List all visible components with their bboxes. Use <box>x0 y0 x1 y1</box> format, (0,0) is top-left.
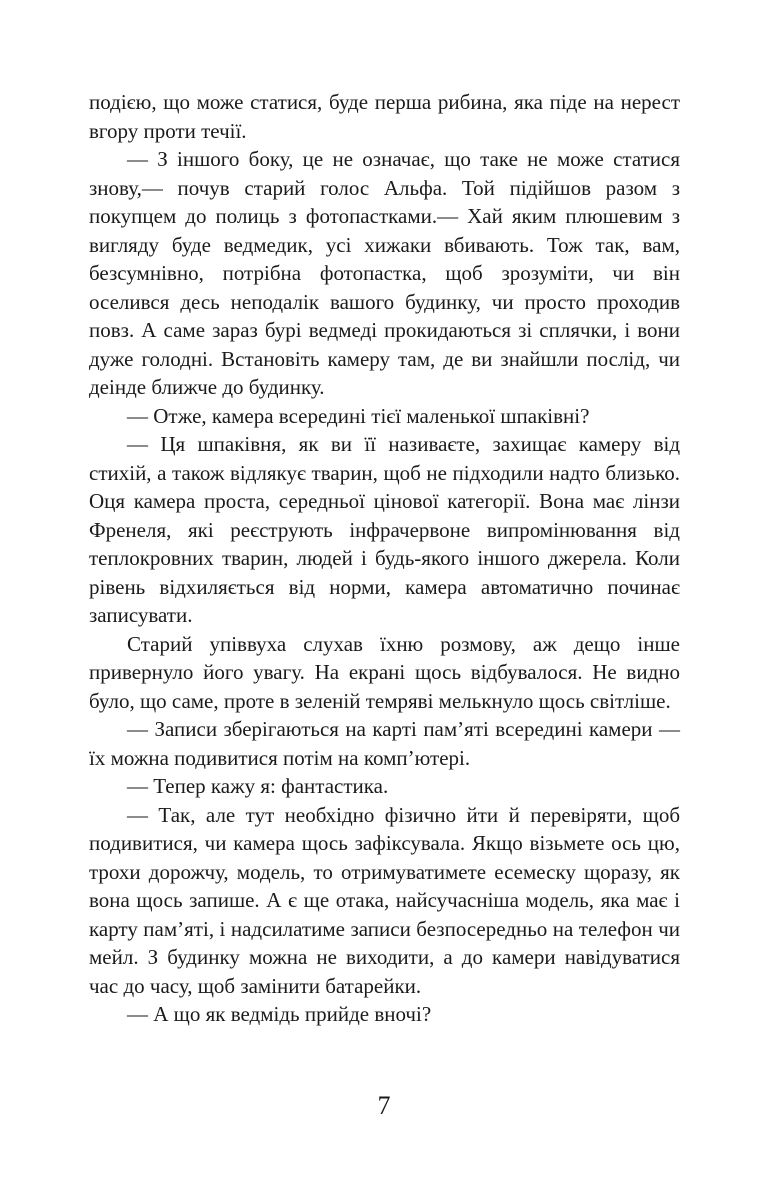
paragraph: — Отже, камера всередині тієї маленької шпаківні? <box>127 403 590 428</box>
paragraph: — Ця шпаківня, як ви її називаєте, захищає камеру від стихій, а також відлякує тварин, щоб не підходили надто близько. Оця камера проста, середньої цінової категорії. Вона має лінзи Френеля, які реєструють інфрачервоне випромінювання від теплокровних тварин, людей і будь-якого іншого джерела. Коли рівень відхиляється від норми, камера автоматично починає записувати. <box>89 432 680 627</box>
page-body <box>89 88 680 1029</box>
paragraph: — А що як ведмідь прийде вночі? <box>127 1002 432 1026</box>
paragraph: — З іншого боку, це не означає, що таке не може статися знову,— почув старий голос Альфа. Той підійшов разом з покупцем до полиць з фотопастками.— Хай яким плюшевим з вигляду буде ведмедик, усі хижаки вбивають. Тож так, вам, безсумнівно, потрібна фотопастка, щоб зрозуміти, чи він оселився десь неподалік вашого будинку, чи просто проходив повз. А саме зараз бурі ведмеді прокидаються зі сплячки, і вони дуже голодні. Встановіть камеру там, де ви знайшли послід, чи деінде ближче до будинку. <box>89 147 680 399</box>
paragraph: — Тепер кажу я: фантастика. <box>127 774 389 798</box>
page-number: 7 <box>377 1091 391 1120</box>
paragraph: — Записи зберігаються на карті пам’яті всередині камери — їх можна подивитися потім на комп’ютері. <box>89 717 680 770</box>
paragraph: — Так, але тут необхідно фізично йти й перевіряти, щоб подивитися, чи камера щось зафіксувала. Якщо візьмете ось цю, трохи дорожчу, модель, то отримуватимете есемеску щоразу, як вона щось запише. А є ще отака, найсучасніша модель, яка має і карту пам’яті, і надсилатиме записи безпосередньо на телефон чи мейл. З будинку можна не виходити, а до камери навідуватися час до часу, щоб замінити батарейки. <box>89 802 680 998</box>
paragraph-continuation: подією, що може статися, буде перша рибина, яка піде на нерест вгору проти течії. <box>89 90 680 143</box>
paragraph: Старий упіввуха слухав їхню розмову, аж дещо інше привернуло його увагу. На екрані щось відбувалося. Не видно було, що саме, проте в зеленій темряві мелькнуло щось світліше. <box>89 631 680 713</box>
